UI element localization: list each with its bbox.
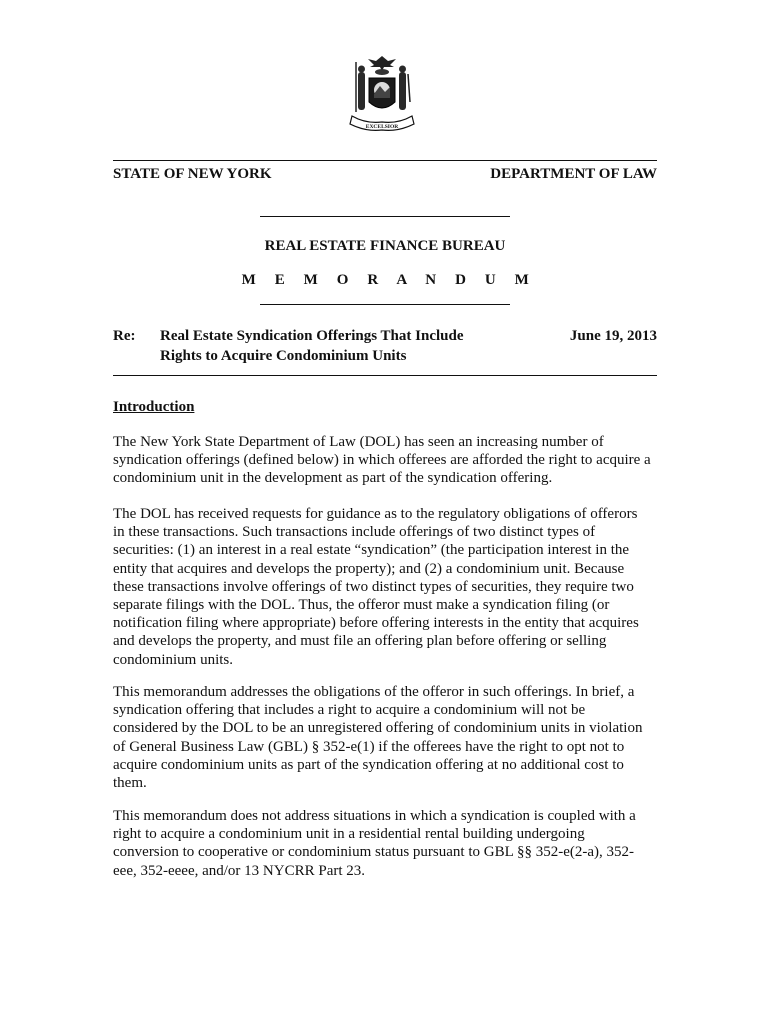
paragraph-line: and develops the property, and must file an offering plan before offering or selling (113, 633, 607, 650)
re-subject-line-1: Real Estate Syndication Offerings That Include (160, 328, 464, 344)
paragraph-line: This memorandum does not address situations in which a syndication is coupled with a (113, 808, 636, 824)
paragraph-line: syndication offering that includes a right to acquire a condominium will not be (113, 702, 586, 719)
re-subject (160, 326, 500, 366)
state-header: STATE OF NEW YORK (113, 166, 272, 182)
paragraph-2 (113, 505, 659, 669)
paragraph-line: This memorandum addresses the obligations of the offeror in such offerings. In brief, a (113, 684, 635, 700)
paragraph-line: eee, 352-eeee, and/or 13 NYCRR Part 23. (113, 862, 366, 879)
paragraph-line: of General Business Law (GBL) § 352-e(1) if the offerees have the right to opt not to (113, 738, 625, 755)
paragraph-line: securities: (1) an interest in a real estate “syndication” (the participation interest in the (113, 542, 630, 559)
paragraph-line: condominium units. (113, 651, 233, 668)
seal-motto: EXCELSIOR (365, 124, 399, 130)
paragraph-4 (113, 807, 659, 880)
paragraph-line: right to acquire a condominium unit in a residential rental building undergoing (113, 826, 585, 843)
memo-date: June 19, 2013 (569, 328, 657, 344)
paragraph-1 (113, 433, 659, 488)
paragraph-line: condominium unit in the development as part of the syndication offering. (113, 470, 553, 487)
paragraph-3 (113, 683, 659, 792)
paragraph-line: syndication offerings (defined below) in which offerees are afforded the right to acquire a (113, 452, 651, 469)
bureau-rule-bottom (260, 304, 510, 305)
re-label: Re: (113, 328, 136, 344)
paragraph-line: conversion to cooperative or condominium status pursuant to GBL §§ 352-e(2-a), 352- (113, 844, 634, 861)
paragraph-line: entity that acquires and develops the property); and (2) a condominium unit. Because (113, 560, 625, 577)
paragraph-line: these transactions involve offerings of two distinct types of securities, they require two (113, 578, 634, 595)
section-heading-introduction: Introduction (113, 399, 195, 415)
re-subject-line-2: Rights to Acquire Condominium Units (160, 348, 407, 364)
paragraph-line: The DOL has received requests for guidance as to the regulatory obligations of offerors (113, 506, 638, 522)
paragraph-line: notification filing where appropriate) before offering interests in the entity that acquires (113, 615, 639, 632)
department-header: DEPARTMENT OF LAW (490, 166, 657, 182)
memorandum-title: M E M O R A N D U M (241, 272, 537, 288)
bureau-title: REAL ESTATE FINANCE BUREAU (264, 238, 506, 254)
header-rule-top (113, 160, 657, 161)
paragraph-line: The New York State Department of Law (DOL) has seen an increasing number of (113, 434, 604, 450)
paragraph-line: in these transactions. Such transactions include offerings of two distinct types of (113, 524, 596, 541)
subject-rule (113, 375, 657, 376)
paragraph-line: them. (113, 775, 147, 792)
bureau-rule-top (260, 216, 510, 217)
paragraph-line: acquire condominium units as part of the syndication offering at no additional cost to (113, 756, 624, 773)
new-york-state-seal (336, 52, 428, 136)
paragraph-line: separate filings with the DOL. Thus, the offeror must make a syndication filing (or (113, 597, 610, 614)
paragraph-line: considered by the DOL to be an unregistered offering of condominium units in violation (113, 720, 643, 737)
